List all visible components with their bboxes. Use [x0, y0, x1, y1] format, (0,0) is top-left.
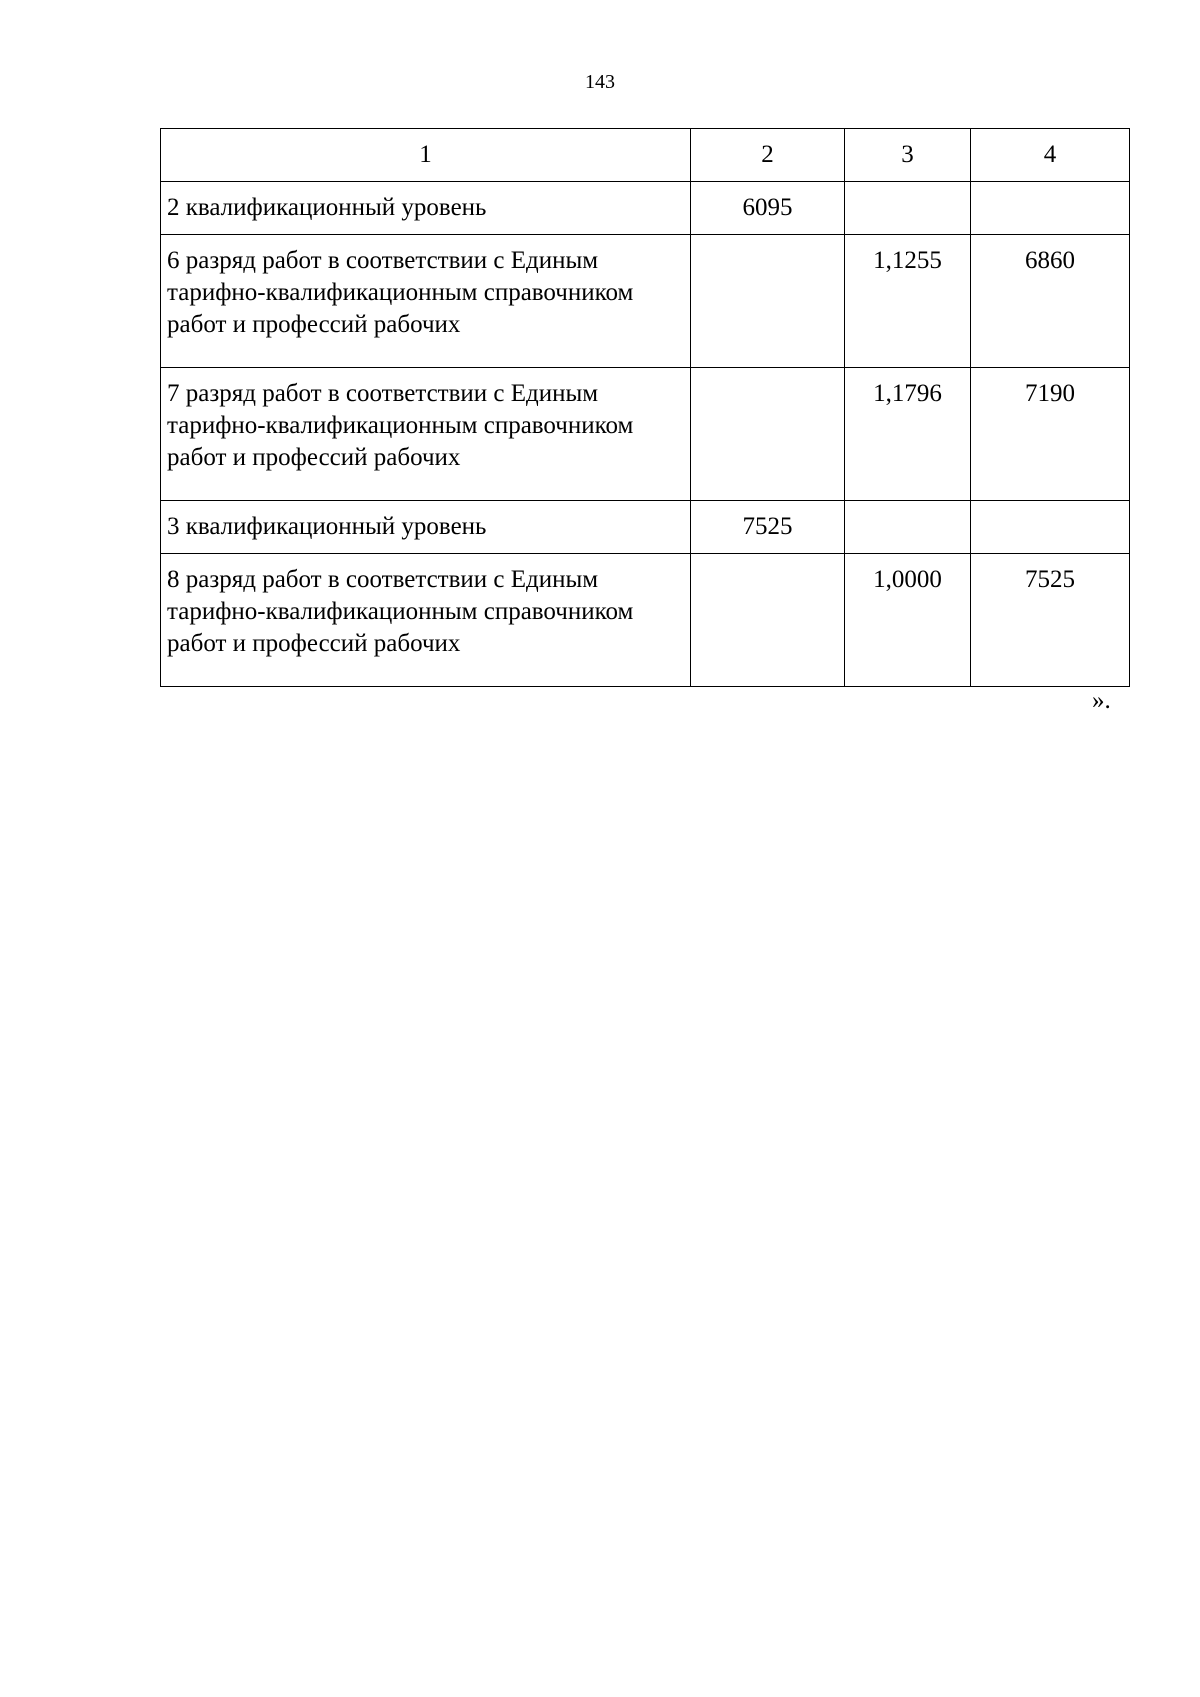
row-label: 6 разряд работ в соответствии с Единым тарифно-квалификационным справочником работ и профессий рабочих	[161, 235, 691, 368]
salary-cell: 6860	[971, 235, 1130, 368]
closing-quote-mark: ».	[1092, 687, 1111, 714]
salary-cell: 7525	[971, 554, 1130, 687]
header-cell: 2	[691, 129, 845, 182]
row-label: 3 квалификационный уровень	[161, 501, 691, 554]
base-salary-cell	[691, 554, 845, 687]
base-salary-cell	[691, 235, 845, 368]
base-salary-cell: 7525	[691, 501, 845, 554]
salary-table	[160, 128, 1130, 687]
coefficient-cell	[845, 501, 971, 554]
header-cell: 4	[971, 129, 1130, 182]
table-row	[161, 182, 1130, 235]
row-label: 7 разряд работ в соответствии с Единым тарифно-квалификационным справочником работ и профессий рабочих	[161, 368, 691, 501]
coefficient-cell: 1,1796	[845, 368, 971, 501]
coefficient-cell	[845, 182, 971, 235]
coefficient-cell: 1,0000	[845, 554, 971, 687]
table-row	[161, 235, 1130, 368]
table-row	[161, 501, 1130, 554]
header-cell: 3	[845, 129, 971, 182]
row-label: 2 квалификационный уровень	[161, 182, 691, 235]
salary-cell	[971, 182, 1130, 235]
table-row	[161, 368, 1130, 501]
page-number: 143	[585, 71, 615, 93]
base-salary-cell: 6095	[691, 182, 845, 235]
table-header-row	[161, 129, 1130, 182]
table-row	[161, 554, 1130, 687]
salary-cell	[971, 501, 1130, 554]
row-label: 8 разряд работ в соответствии с Единым тарифно-квалификационным справочником работ и профессий рабочих	[161, 554, 691, 687]
header-cell: 1	[161, 129, 691, 182]
coefficient-cell: 1,1255	[845, 235, 971, 368]
salary-cell: 7190	[971, 368, 1130, 501]
base-salary-cell	[691, 368, 845, 501]
